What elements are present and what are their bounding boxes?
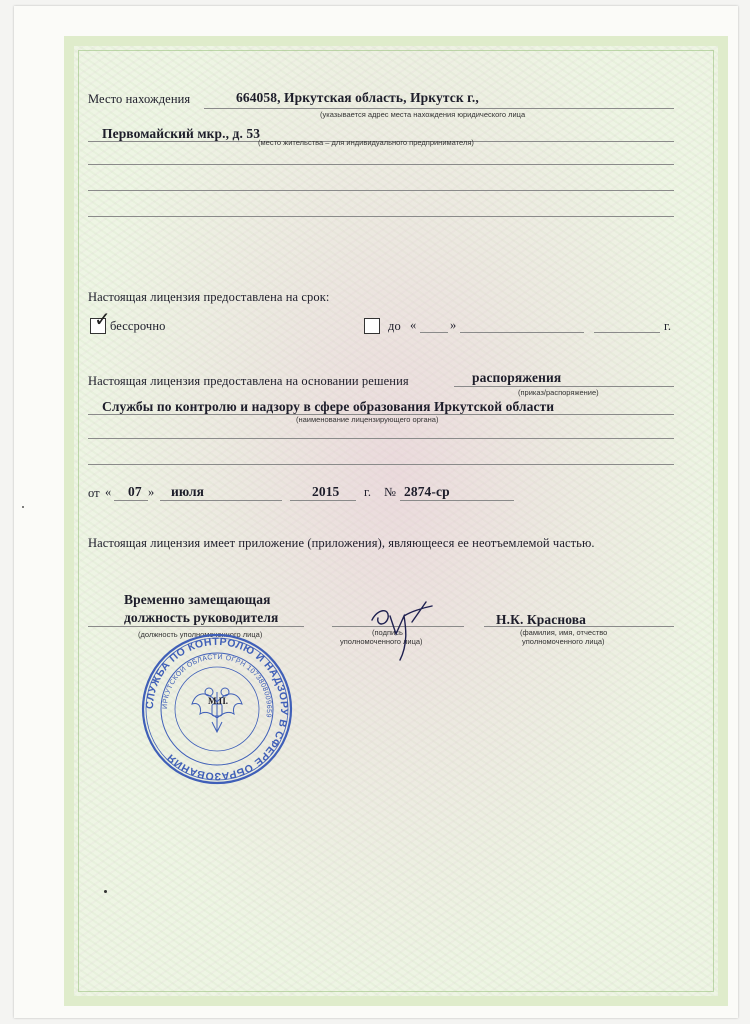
address-caption2: (место жительства – для индивидуального предпринимателя) [258, 138, 474, 147]
date-year-suffix: г. [364, 485, 372, 499]
term-heading: Настоящая лицензия предоставлена на срок: [88, 290, 330, 304]
signatory-name: Н.К. Краснова [496, 612, 586, 627]
blank-rule [88, 164, 674, 165]
until-year-suffix: г. [664, 319, 672, 333]
eagle-emblem-icon [192, 688, 242, 732]
appendix-note: Настоящая лицензия имеет приложение (приложения), являющееся ее неотъемлемой частью. [88, 536, 595, 550]
address-caption1: (указывается адрес места нахождения юридического лица [320, 110, 526, 119]
address-line1-rule [204, 108, 674, 109]
address-line2: Первомайский мкр., д. 53 [102, 126, 261, 141]
date-day: 07 [128, 484, 142, 499]
signature-caption-line1: (подпись [372, 628, 403, 637]
until-month-rule [460, 332, 584, 333]
license-form-background [64, 36, 728, 1006]
handwritten-signature [366, 594, 452, 666]
address-line1: 664058, Иркутская область, Иркутск г., [236, 90, 479, 105]
name-caption-line2: уполномоченного лица) [522, 637, 605, 646]
decision-number: 2874-ср [404, 484, 450, 499]
name-caption-line1: (фамилия, имя, отчество [520, 628, 608, 637]
blank-rule [88, 216, 674, 217]
until-quote-close: » [450, 318, 457, 332]
official-seal [140, 632, 294, 786]
decision-caption: (приказ/распоряжение) [518, 388, 599, 397]
ink-speck [22, 506, 24, 508]
date-quote-close: » [148, 485, 155, 499]
until-year-rule [594, 332, 660, 333]
address-label: Место нахождения [88, 92, 191, 106]
date-day-rule [114, 500, 148, 501]
position-rule [88, 626, 304, 627]
stamp-place-label: М.П. [208, 696, 228, 706]
authority-caption: (наименование лицензирующего органа) [296, 415, 439, 424]
date-month: июля [171, 484, 205, 499]
position-caption: (должность уполномоченного лица) [138, 630, 263, 639]
ink-speck [104, 890, 107, 893]
date-month-rule [160, 500, 282, 501]
until-label: до [388, 319, 401, 333]
checkmark-icon: ✓ [94, 309, 111, 331]
date-quote-open: « [105, 485, 112, 499]
blank-rule [88, 464, 674, 465]
basis-heading: Настоящая лицензия предоставлена на основании решения [88, 374, 409, 388]
signature-caption-line2: уполномоченного лица) [340, 637, 423, 646]
number-sign: № [384, 485, 397, 499]
blank-rule [88, 190, 674, 191]
blank-rule [88, 438, 674, 439]
date-year-rule [290, 500, 356, 501]
name-rule [484, 626, 674, 627]
license-sheet [14, 6, 738, 1018]
seal-inner-text: ИРКУТСКОЙ ОБЛАСТИ ОГРН 1073808009659 [161, 653, 273, 719]
licensing-authority: Службы по контролю и надзору в сфере образования Иркутской области [102, 399, 555, 414]
until-day-rule [420, 332, 448, 333]
decision-type-rule [454, 386, 674, 387]
seal-outer-text: СЛУЖБА ПО КОНТРОЛЮ И НАДЗОРУ В СФЕРЕ ОБРАЗОВАНИЯ [143, 635, 291, 783]
until-checkbox [364, 318, 380, 334]
decision-type: распоряжения [472, 370, 562, 385]
signatory-position-line2: должность руководителя [124, 610, 279, 625]
until-quote-open: « [410, 318, 417, 332]
date-year: 2015 [312, 484, 340, 499]
signatory-position-line1: Временно замещающая [124, 592, 271, 607]
indefinite-label: бессрочно [110, 319, 166, 333]
decision-number-rule [400, 500, 514, 501]
date-from-label: от [88, 486, 100, 500]
